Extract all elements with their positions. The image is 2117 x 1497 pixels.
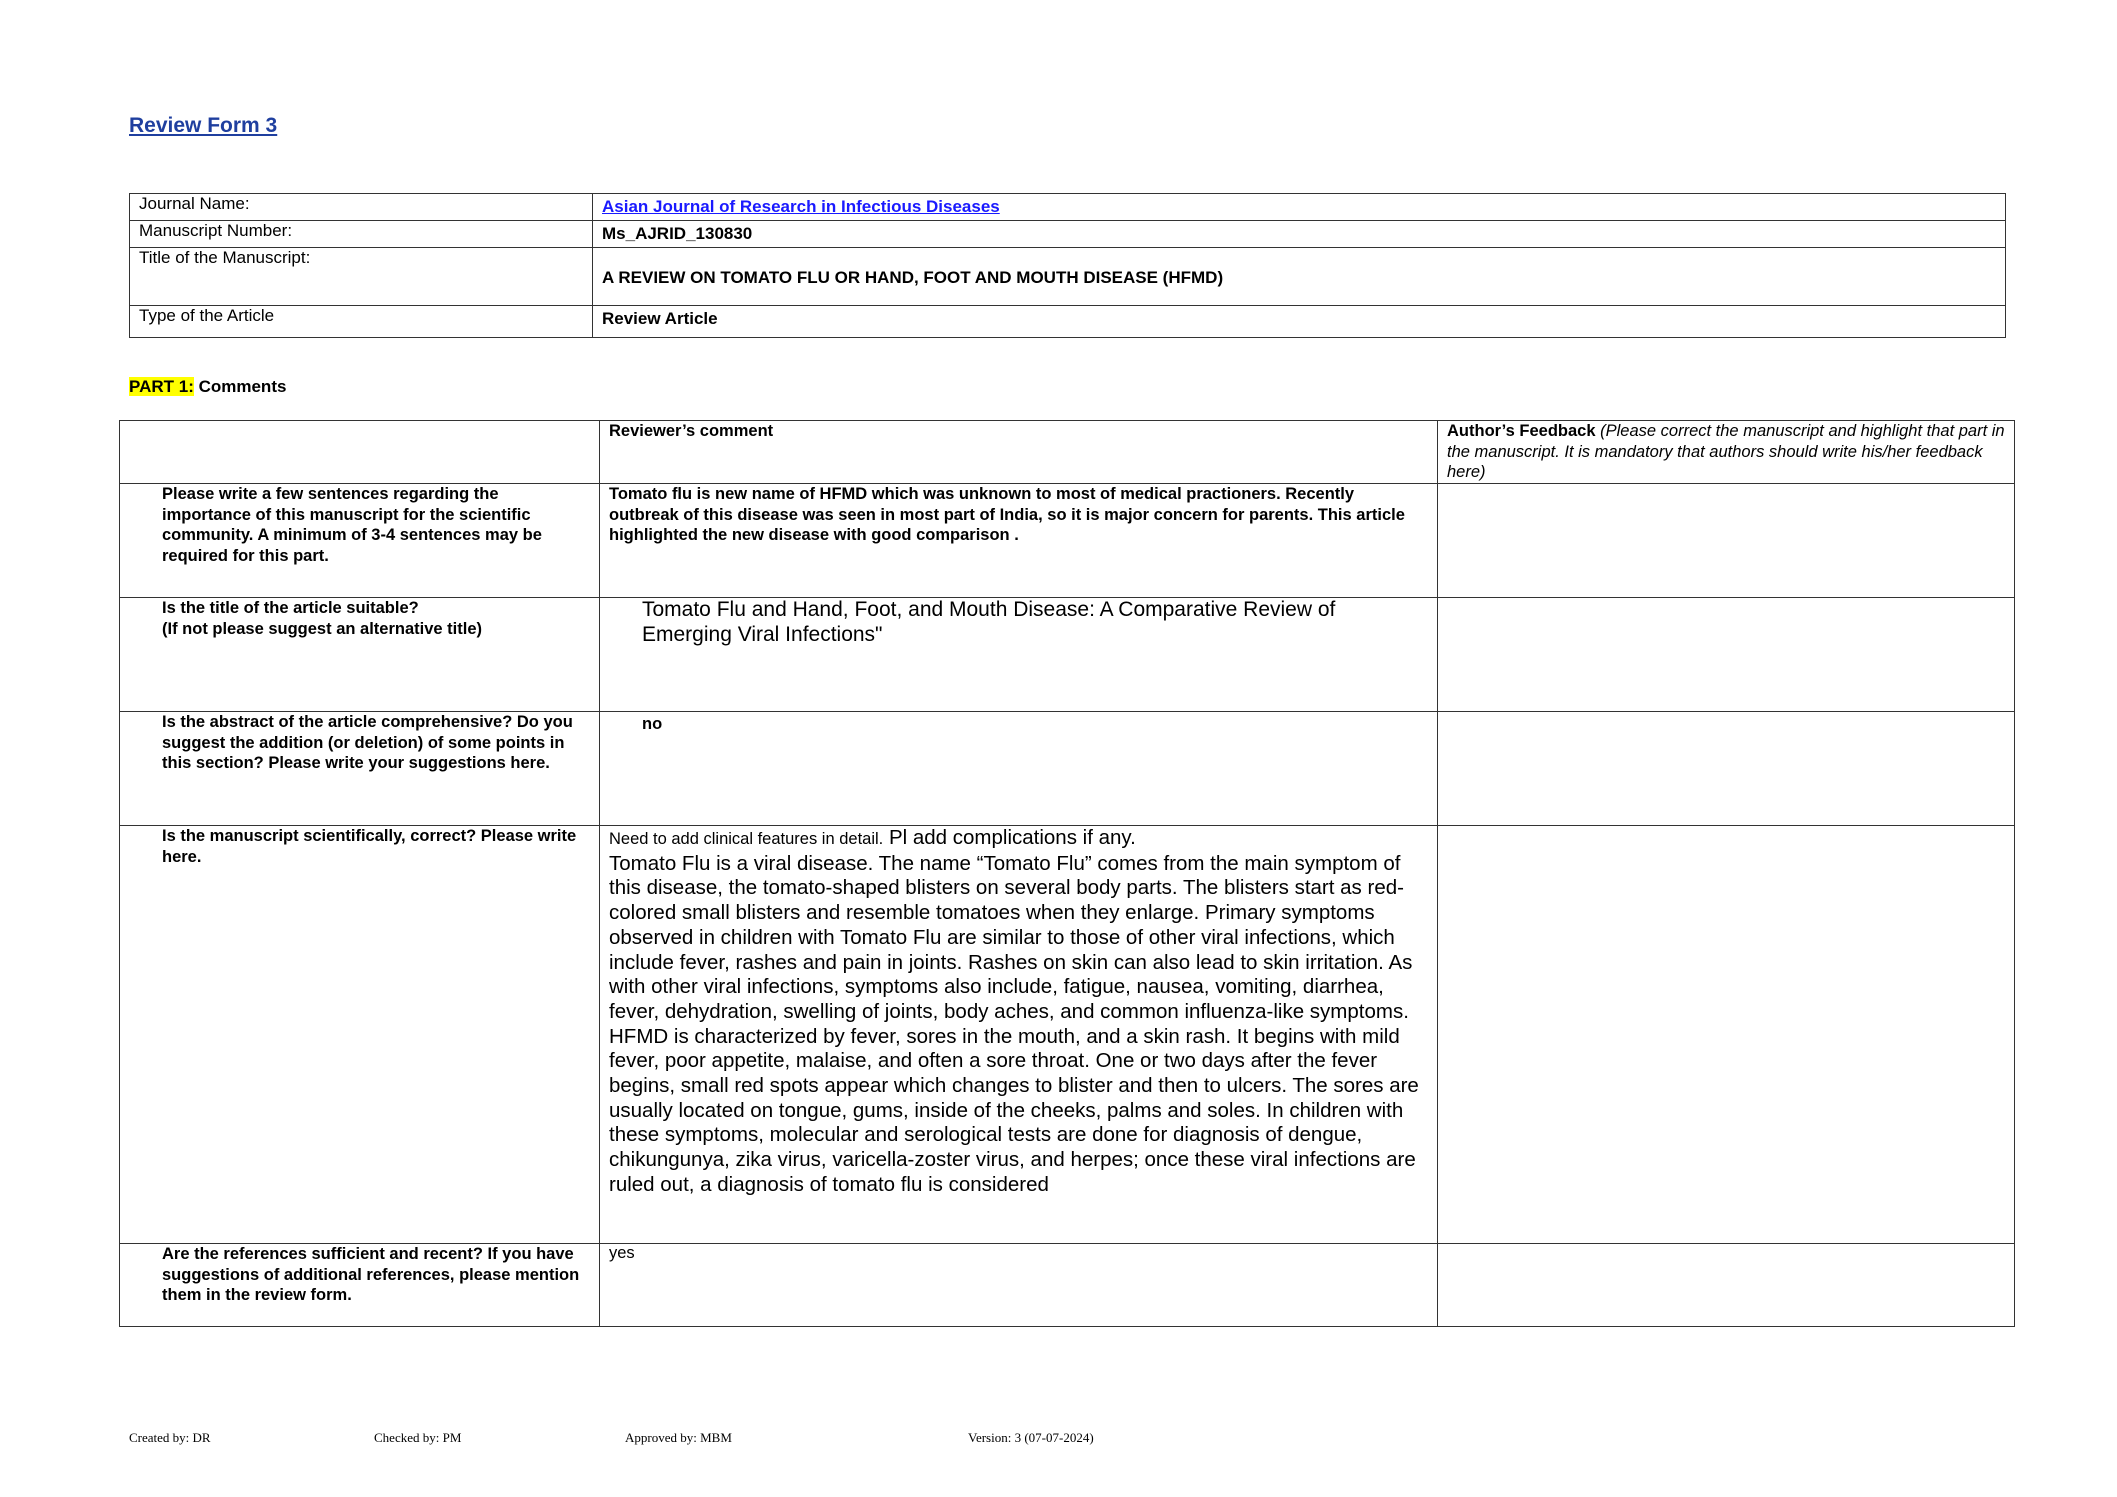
question-importance: Please write a few sentences regarding the importance of this manuscript for the scientific community. A minimum of 3-4 sentences may be required for this part.	[120, 484, 600, 598]
article-type-row	[130, 306, 2006, 338]
manuscript-number-value: Ms_AJRID_130830	[593, 221, 2006, 248]
manuscript-info-table	[129, 193, 2006, 338]
manuscript-number-row	[130, 221, 2006, 248]
part1-heading	[129, 377, 286, 397]
question-abstract: Is the abstract of the article comprehensive? Do you suggest the addition (or deletion) of some points in this section? Please write your suggestions here.	[120, 712, 600, 826]
author-feedback-title: Author’s Feedback	[1447, 422, 1596, 440]
question-title: Is the title of the article suitable? (If not please suggest an alternative title)	[120, 598, 600, 712]
reviewer-comment[interactable]	[600, 826, 1438, 1244]
manuscript-number-label: Manuscript Number:	[130, 221, 593, 248]
author-feedback-cell[interactable]	[1438, 1244, 2015, 1327]
footer-approved: Approved by: MBM	[625, 1430, 732, 1445]
comment-small: Need to add clinical features in detail.	[609, 830, 884, 848]
journal-label: Journal Name:	[130, 194, 593, 221]
form-title[interactable]: Review Form 3	[129, 114, 278, 137]
table-row	[120, 484, 2015, 598]
author-feedback-cell[interactable]	[1438, 484, 2015, 598]
table-row	[120, 1244, 2015, 1327]
reviewer-comment[interactable]: Tomato Flu and Hand, Foot, and Mouth Disease: A Comparative Review of Emerging Viral Infections"	[600, 598, 1438, 712]
comment-body: Tomato Flu is a viral disease. The name “Tomato Flu” comes from the main symptom of this disease, the tomato-shaped blisters on several body parts. The blisters start as red-colored small blisters and resemble tomatoes when they enlarge. Primary symptoms observed in children with Tomato Flu are similar to those of other viral infections, which include fever, rashes and pain in joints. Rashes on skin can also lead to skin irritation. As with other viral infections, symptoms also include, fatigue, nausea, vomiting, diarrhea, fever, dehydration, swelling of joints, body aches, and common influenza-like symptoms. HFMD is characterized by fever, sores in the mouth, and a skin rash. It begins with mild fever, poor appetite, malaise, and often a sore throat. One or two days after the fever begins, small red spots appear which changes to blister and then to ulcers. The sores are usually located on tongue, gums, inside of the cheeks, palms and soles. In children with these symptoms, molecular and serological tests are done for diagnosis of dengue, chikungunya, zika virus, varicella-zoster virus, and herpes; once these viral infections are ruled out, a diagnosis of tomato flu is considered	[609, 851, 1419, 1196]
comment-complications: Pl add complications if any.	[883, 826, 1136, 849]
journal-row	[130, 194, 2006, 221]
author-feedback-cell[interactable]	[1438, 712, 2015, 826]
part1-label: Comments	[193, 377, 287, 396]
question-scientific: Is the manuscript scientifically, correct? Please write here.	[120, 826, 600, 1244]
author-feedback-cell[interactable]	[1438, 826, 2015, 1244]
reviewer-comment[interactable]: yes	[600, 1244, 1438, 1327]
reviewer-comment[interactable]: Tomato flu is new name of HFMD which was unknown to most of medical practioners. Recently outbreak of this disease was seen in most part of India, so it is major concern for parents. This article highlighted the new disease with good comparison .	[600, 484, 1438, 598]
journal-link[interactable]: Asian Journal of Research in Infectious Diseases	[602, 197, 1000, 216]
manuscript-title-value: A REVIEW ON TOMATO FLU OR HAND, FOOT AND MOUTH DISEASE (HFMD)	[593, 248, 2006, 306]
author-feedback-cell[interactable]	[1438, 598, 2015, 712]
table-row	[120, 826, 2015, 1244]
comments-header-row	[120, 421, 2015, 484]
reviewer-comment[interactable]: no	[600, 712, 1438, 826]
footer-created: Created by: DR	[129, 1430, 211, 1445]
manuscript-title-label: Title of the Manuscript:	[130, 248, 593, 306]
article-type-value: Review Article	[593, 306, 2006, 338]
table-row	[120, 712, 2015, 826]
footer-checked: Checked by: PM	[374, 1430, 462, 1445]
author-feedback-header	[1438, 421, 2015, 484]
reviewer-comment-header: Reviewer’s comment	[600, 421, 1438, 484]
manuscript-title-row	[130, 248, 2006, 306]
question-references: Are the references sufficient and recent? If you have suggestions of additional references, please mention them in the review form.	[120, 1244, 600, 1327]
footer-version: Version: 3 (07-07-2024)	[968, 1430, 1094, 1445]
table-row	[120, 598, 2015, 712]
author-feedback-note: (Please correct the manuscript and highlight that part in the manuscript. It is mandatory that authors should write his/her feedback here)	[1447, 422, 2005, 481]
part1-highlight: PART 1:	[129, 377, 194, 396]
comments-table	[119, 420, 2015, 1327]
empty-header-cell	[120, 421, 600, 484]
article-type-label: Type of the Article	[130, 306, 593, 338]
